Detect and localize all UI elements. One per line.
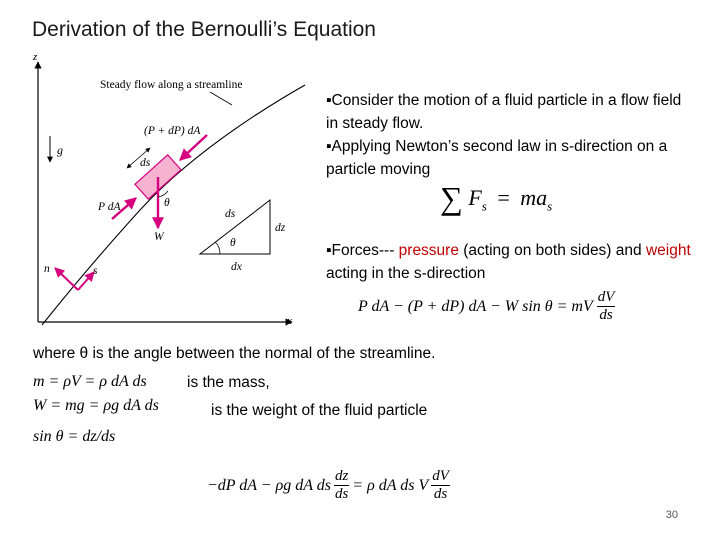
s-vector xyxy=(78,272,94,290)
x-axis-label: x xyxy=(287,315,292,327)
z-axis-label: z xyxy=(33,51,38,63)
bullet-motion: ▪Consider the motion of a fluid particle in a flow field in steady flow. xyxy=(326,92,682,132)
where-line: where θ is the angle between the normal of the streamline. xyxy=(33,345,436,362)
weight-equation: W = mg = ρg dA ds xyxy=(33,397,159,414)
triangle-angle-arc xyxy=(215,242,220,254)
dv-ds-fraction: dV ds xyxy=(597,289,615,323)
triangle-theta-label: θ xyxy=(230,237,236,249)
streamline-figure xyxy=(30,50,320,335)
gravity-label: g xyxy=(57,143,63,157)
triangle-dx-label: dx xyxy=(231,261,242,273)
streamline-caption: Steady flow along a streamline xyxy=(100,79,243,91)
sin-equation: sin θ = dz/ds xyxy=(33,428,116,445)
pressure-word: pressure xyxy=(398,242,459,259)
bullet-forces: ▪Forces--- pressure (acting on both sides) and weight acting in the s-direction xyxy=(326,242,691,282)
top-pressure-label: (P + dP) dA xyxy=(144,125,201,137)
bottom-pressure-label: P dA xyxy=(98,201,121,213)
mass-equation: m = ρV = ρ dA ds xyxy=(33,373,147,390)
weight-description: is the weight of the fluid particle xyxy=(211,402,428,419)
final-dv-ds-fraction: dV ds xyxy=(432,468,449,502)
n-label: n xyxy=(44,263,50,275)
weight-word: weight xyxy=(645,242,691,259)
bullet-newton: ▪Applying Newton’s second law in s-direction on a particle moving xyxy=(326,138,668,178)
force-balance-equation: P dA − (P + dP) dA − W sin θ = mV dV ds xyxy=(358,289,615,323)
n-vector xyxy=(55,268,78,290)
caption-leader xyxy=(210,92,232,105)
page-number: 30 xyxy=(665,509,678,521)
final-equation: −dP dA − ρg dA ds $\frac{dz}{ds}$ = ρ dA ds V dV ds xyxy=(207,468,449,502)
bullet-block xyxy=(326,89,696,181)
top-pressure-arrow xyxy=(180,135,207,160)
particle-theta-label: θ xyxy=(164,197,170,209)
s-label: s xyxy=(93,265,98,277)
mass-description: is the mass, xyxy=(187,374,270,391)
newton-equation: ∑ $F_s = ma_s$ xyxy=(440,180,553,216)
slide-title: Derivation of the Bernoulli’s Equation xyxy=(32,18,376,41)
streamline-curve xyxy=(42,85,305,325)
particle-ds-label: ds xyxy=(140,157,151,169)
sum-symbol: ∑ xyxy=(440,180,463,216)
triangle-ds-label: ds xyxy=(225,208,236,220)
weight-label: W xyxy=(154,231,164,243)
triangle-dz-label: dz xyxy=(275,222,286,234)
dz-ds-fraction: $\frac{dz}{ds}$ xyxy=(334,468,349,502)
